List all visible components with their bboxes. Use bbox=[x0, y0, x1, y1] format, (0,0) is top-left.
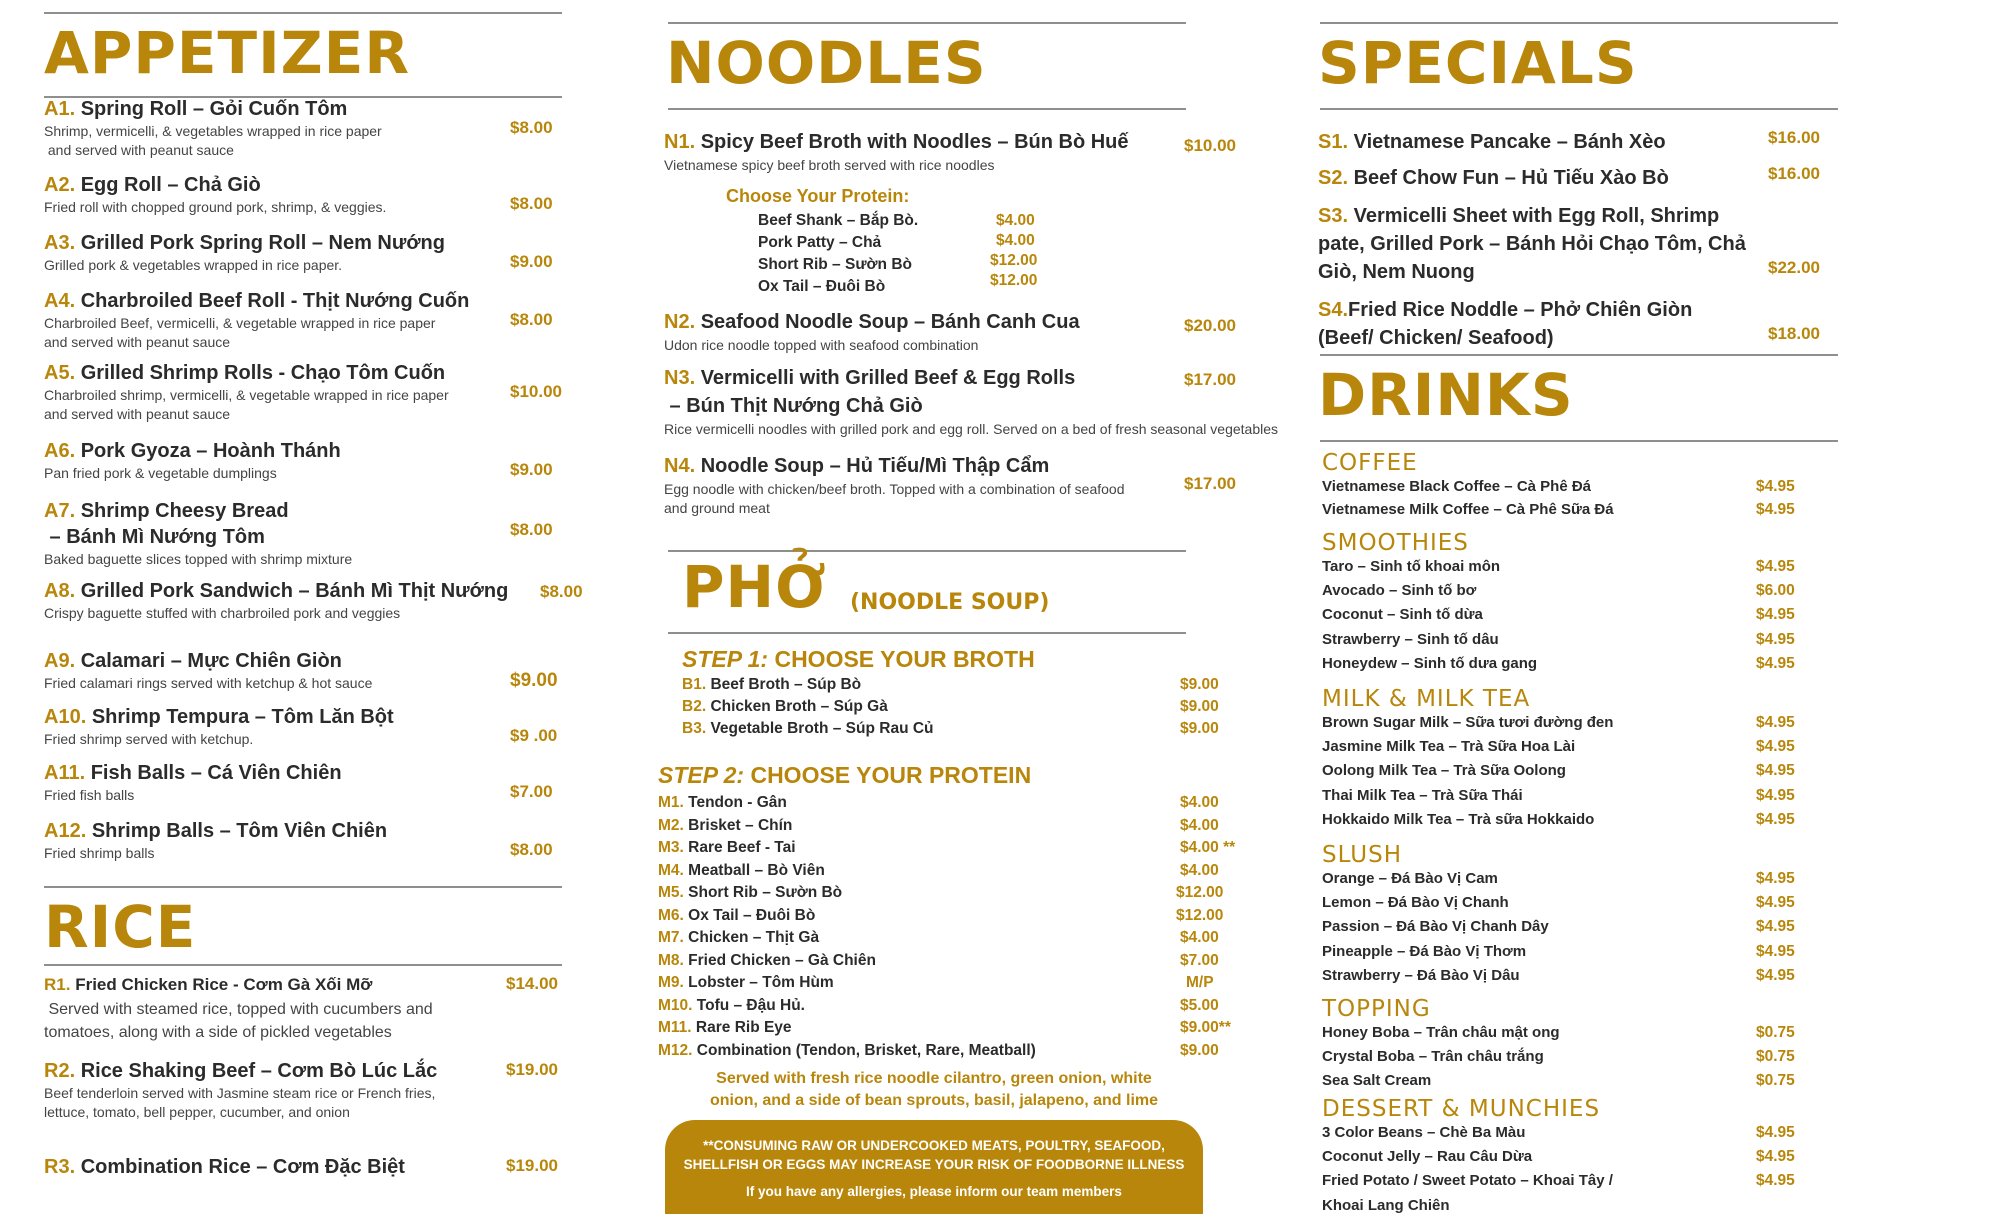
item-title bbox=[44, 760, 564, 786]
drink-group-heading: SLUSH bbox=[1322, 842, 1402, 868]
drink-item: Avocado – Sinh tố bơ bbox=[1322, 582, 1477, 600]
drink-price: $4.95 bbox=[1756, 762, 1795, 780]
item-name: Fried Chicken Rice - Cơm Gà Xối Mỡ bbox=[75, 975, 373, 994]
drink-price: $4.95 bbox=[1756, 870, 1795, 887]
appetizer-item bbox=[44, 360, 564, 424]
pho-protein-code: M1. bbox=[658, 794, 684, 811]
pho-protein-code: M8. bbox=[658, 951, 684, 969]
special-line bbox=[1318, 230, 1778, 258]
appetizer-item bbox=[44, 578, 564, 623]
drink-item: Orange – Đá Bào Vị Cam bbox=[1322, 870, 1498, 887]
item-title bbox=[44, 972, 564, 998]
drink-item: Pineapple – Đá Bào Vị Thơm bbox=[1322, 942, 1527, 960]
drink-item: Honeydew – Sinh tố dưa gang bbox=[1322, 654, 1538, 672]
drink-price: $4.95 bbox=[1756, 942, 1795, 960]
item-name: Spicy Beef Broth with Noodles – Bún Bò Huế bbox=[700, 131, 1129, 153]
item-code: A3. bbox=[44, 232, 76, 254]
item-desc: Charbroiled Beef, vermicelli, & vegetable wrapped in rice paper bbox=[44, 315, 436, 331]
appetizer-title: APPETIZER bbox=[44, 19, 411, 87]
item-name: Fried Rice Noddle – Phở Chiên Giòn bbox=[1348, 299, 1693, 321]
drink-price: $4.95 bbox=[1756, 630, 1795, 648]
item-desc: and served with peanut sauce bbox=[44, 142, 234, 158]
item-name: Calamari – Mực Chiên Giòn bbox=[80, 650, 342, 672]
drink-price: $4.95 bbox=[1756, 606, 1795, 624]
item-price: $8.00 bbox=[510, 194, 553, 213]
item-title bbox=[44, 648, 564, 674]
item-price: $8.00 bbox=[540, 582, 583, 601]
item-title bbox=[44, 704, 564, 730]
drink-item: Vietnamese Black Coffee – Cà Phê Đá bbox=[1322, 478, 1592, 495]
pho-protein-name: Short Rib – Sườn Bò bbox=[688, 884, 843, 901]
item-code: N2. bbox=[664, 311, 696, 333]
drink-price: $4.95 bbox=[1756, 1172, 1795, 1190]
pho-protein-price: $4.00 bbox=[1180, 929, 1219, 946]
pho-top-rule bbox=[668, 550, 1186, 552]
item-name: Grilled Pork Sandwich – Bánh Mì Thịt Nướng bbox=[80, 580, 509, 602]
specials-bottom-rule bbox=[1320, 108, 1838, 110]
item-title bbox=[44, 288, 564, 314]
specials-title: SPECIALS bbox=[1318, 29, 1638, 97]
item-name: Charbroiled Beef Roll - Thịt Nướng Cuốn bbox=[80, 290, 470, 312]
food-safety-notice bbox=[665, 1120, 1203, 1214]
item-code: A1. bbox=[44, 98, 76, 120]
drink-price: $4.95 bbox=[1756, 918, 1795, 936]
rice-top-rule bbox=[44, 886, 562, 888]
pho-protein-name: Rare Rib Eye bbox=[695, 1019, 792, 1036]
item-title bbox=[44, 96, 564, 122]
pho-protein-price: $7.00 bbox=[1180, 951, 1219, 969]
pho-protein-price: $12.00 bbox=[1176, 884, 1224, 901]
pho-subtitle: (NOODLE SOUP) bbox=[850, 590, 1050, 615]
item-code: A9. bbox=[44, 650, 76, 672]
special-item bbox=[1318, 128, 1778, 156]
pho-protein-name: Brisket – Chín bbox=[688, 816, 793, 834]
item-name-cont: – Bún Thịt Nướng Chả Giò bbox=[664, 395, 923, 417]
step2-label: STEP 2: bbox=[658, 762, 745, 788]
drinks-top-rule bbox=[1320, 354, 1838, 356]
drink-group-heading: TOPPING bbox=[1322, 996, 1431, 1022]
item-name: Noodle Soup – Hủ Tiếu/Mì Thập Cẩm bbox=[700, 455, 1050, 477]
item-desc: Shrimp, vermicelli, & vegetables wrapped in rice paper bbox=[44, 123, 382, 139]
item-code: A7. bbox=[44, 500, 76, 522]
drink-item: Honey Boba – Trân châu mật ong bbox=[1322, 1024, 1560, 1041]
pho-protein-option bbox=[658, 839, 796, 857]
item-desc: Crispy baguette stuffed with charbroiled pork and veggies bbox=[44, 605, 401, 621]
special-line bbox=[1318, 258, 1778, 286]
drink-group-heading: SMOOTHIES bbox=[1322, 530, 1469, 556]
special-item bbox=[1318, 164, 1778, 192]
served-with-note: Served with fresh rice noodle cilantro, green onion, white bbox=[716, 1070, 1152, 1087]
drink-item: Jasmine Milk Tea – Trà Sữa Hoa Lài bbox=[1322, 738, 1576, 756]
pho-protein-code: M9. bbox=[658, 974, 684, 991]
item-title bbox=[44, 230, 564, 256]
pho-title: PHỞ bbox=[682, 553, 827, 621]
item-price: $17.00 bbox=[1184, 370, 1236, 389]
drink-item: Hokkaido Milk Tea – Trà sữa Hokkaido bbox=[1322, 810, 1595, 828]
item-name: pate, Grilled Pork – Bánh Hỏi Chạo Tôm, Chả bbox=[1318, 233, 1746, 255]
item-price: $10.00 bbox=[510, 382, 562, 401]
pho-protein-name: Combination (Tendon, Brisket, Rare, Meatball) bbox=[696, 1041, 1036, 1059]
broth-name: Chicken Broth – Súp Gà bbox=[710, 698, 888, 715]
pho-protein-price: $5.00 bbox=[1180, 996, 1219, 1014]
item-code: R2. bbox=[44, 1060, 76, 1082]
pho-protein-code: M6. bbox=[658, 906, 684, 924]
broth-code: B3. bbox=[682, 720, 707, 737]
item-price: $19.00 bbox=[506, 1156, 558, 1175]
item-price: $8.00 bbox=[510, 118, 553, 137]
pho-protein-option bbox=[658, 952, 876, 970]
item-code: R3. bbox=[44, 1156, 76, 1178]
item-price: $16.00 bbox=[1768, 128, 1820, 147]
drink-price: $4.95 bbox=[1756, 1124, 1795, 1141]
drink-item: Oolong Milk Tea – Trà Sữa Oolong bbox=[1322, 762, 1566, 780]
item-name: Spring Roll – Gỏi Cuốn Tôm bbox=[80, 98, 348, 120]
item-desc: Beef tenderloin served with Jasmine steam rice or French fries, bbox=[44, 1085, 436, 1101]
item-desc: Fried shrimp served with ketchup. bbox=[44, 731, 254, 747]
broth-code: B1. bbox=[682, 676, 707, 693]
protein-price: $4.00 bbox=[996, 232, 1035, 249]
pho-protein-name: Ox Tail – Đuôi Bò bbox=[688, 906, 816, 924]
item-desc: Grilled pork & vegetables wrapped in rice paper. bbox=[44, 257, 343, 273]
pho-protein-option bbox=[658, 929, 819, 947]
item-code: N3. bbox=[664, 367, 696, 389]
item-desc: lettuce, tomato, bell pepper, cucumber, and onion bbox=[44, 1104, 350, 1120]
protein-option: Short Rib – Sườn Bò bbox=[758, 256, 912, 273]
pho-protein-code: M11. bbox=[658, 1019, 692, 1036]
drink-item: Thai Milk Tea – Trà Sữa Thái bbox=[1322, 786, 1523, 804]
appetizer-item bbox=[44, 288, 564, 352]
drinks-title: DRINKS bbox=[1318, 361, 1574, 429]
item-name: Beef Chow Fun – Hủ Tiếu Xào Bò bbox=[1353, 167, 1669, 189]
item-name: Grilled Pork Spring Roll – Nem Nướng bbox=[80, 232, 445, 254]
item-name: Vietnamese Pancake – Bánh Xèo bbox=[1353, 131, 1666, 153]
pho-protein-price: $4.00 bbox=[1180, 861, 1219, 879]
special-line bbox=[1318, 164, 1778, 192]
item-name: Seafood Noodle Soup – Bánh Canh Cua bbox=[700, 311, 1080, 333]
item-desc: Charbroiled shrimp, vermicelli, & vegetable wrapped in rice paper bbox=[44, 387, 449, 403]
item-price: $9.00 bbox=[510, 460, 553, 479]
item-code: A4. bbox=[44, 290, 76, 312]
appetizer-item bbox=[44, 172, 564, 217]
drink-price: $4.95 bbox=[1756, 966, 1795, 984]
drink-item: Coconut – Sinh tố dừa bbox=[1322, 606, 1483, 624]
item-price: $19.00 bbox=[506, 1060, 558, 1079]
item-title bbox=[44, 360, 564, 386]
special-item bbox=[1318, 202, 1778, 286]
pho-protein-name: Chicken – Thịt Gà bbox=[688, 929, 820, 946]
item-price: $16.00 bbox=[1768, 164, 1820, 183]
drink-item: Taro – Sinh tố khoai môn bbox=[1322, 558, 1501, 575]
appetizer-item bbox=[44, 760, 564, 805]
item-price: $8.00 bbox=[510, 520, 553, 539]
drink-item: Fried Potato / Sweet Potato – Khoai Tây / bbox=[1322, 1172, 1613, 1190]
item-desc: Vietnamese spicy beef broth served with rice noodles bbox=[664, 157, 995, 173]
item-code: A5. bbox=[44, 362, 76, 384]
item-code: N1. bbox=[664, 131, 696, 153]
pho-protein-option bbox=[658, 907, 815, 925]
rice-bottom-rule bbox=[44, 964, 562, 966]
item-price: $9.00 bbox=[510, 252, 553, 271]
pho-bottom-rule bbox=[668, 632, 1186, 634]
pho-protein-price: $4.00 bbox=[1180, 816, 1219, 834]
broth-code: B2. bbox=[682, 698, 707, 715]
item-price: $10.00 bbox=[1184, 136, 1236, 155]
protein-price: $12.00 bbox=[990, 272, 1038, 289]
broth-option bbox=[682, 698, 888, 716]
step1-heading bbox=[682, 646, 1035, 673]
item-name: Shrimp Balls – Tôm Viên Chiên bbox=[91, 820, 388, 842]
item-price: $18.00 bbox=[1768, 324, 1820, 343]
item-name: Vermicelli with Grilled Beef & Egg Rolls bbox=[700, 367, 1076, 389]
item-name: Giò, Nem Nuong bbox=[1318, 261, 1475, 283]
pho-protein-name: Tofu – Đậu Hủ. bbox=[696, 996, 805, 1014]
appetizer-item bbox=[44, 704, 564, 749]
item-name: Vermicelli Sheet with Egg Roll, Shrimp bbox=[1353, 205, 1720, 227]
protein-price: $4.00 bbox=[996, 212, 1035, 229]
drink-price: $0.75 bbox=[1756, 1024, 1795, 1041]
item-name: Fish Balls – Cá Viên Chiên bbox=[90, 762, 342, 784]
drink-price: $4.95 bbox=[1756, 714, 1795, 731]
item-desc: and ground meat bbox=[664, 500, 770, 516]
item-code: N4. bbox=[664, 455, 696, 477]
pho-protein-name: Tendon - Gân bbox=[688, 794, 787, 811]
pho-protein-option bbox=[658, 794, 787, 812]
pho-protein-code: M5. bbox=[658, 884, 684, 901]
item-desc: Fried fish balls bbox=[44, 787, 135, 803]
pho-protein-price: $12.00 bbox=[1176, 906, 1224, 924]
drink-price: $4.95 bbox=[1756, 500, 1795, 518]
broth-name: Vegetable Broth – Súp Rau Củ bbox=[710, 720, 934, 737]
appetizer-item bbox=[44, 96, 564, 160]
item-name-cont: – Bánh Mì Nướng Tôm bbox=[44, 526, 265, 548]
step1-label: STEP 1: bbox=[682, 646, 769, 672]
protein-price: $12.00 bbox=[990, 252, 1038, 269]
specials-top-rule bbox=[1320, 22, 1838, 24]
pho-protein-option bbox=[658, 862, 825, 880]
item-code: R1. bbox=[44, 975, 71, 994]
notice-line-1: **CONSUMING RAW OR UNDERCOOKED MEATS, POULTRY, SEAFOOD, bbox=[703, 1138, 1165, 1153]
step2-heading bbox=[658, 762, 1031, 789]
item-desc: Served with steamed rice, topped with cucumbers and bbox=[44, 1001, 433, 1018]
pho-protein-price: M/P bbox=[1186, 974, 1214, 991]
noodles-title: NOODLES bbox=[666, 29, 987, 97]
item-price: $22.00 bbox=[1768, 258, 1820, 277]
item-price: $9.00 bbox=[510, 670, 558, 691]
protein-option: Pork Patty – Chả bbox=[758, 234, 882, 251]
drink-price: $6.00 bbox=[1756, 582, 1795, 600]
appetizer-item bbox=[44, 498, 564, 569]
item-price: $9 .00 bbox=[510, 726, 558, 745]
drink-item: Khoai Lang Chiên bbox=[1322, 1196, 1450, 1214]
item-title bbox=[44, 438, 564, 464]
drink-item: Passion – Đá Bào Vị Chanh Dây bbox=[1322, 918, 1549, 936]
item-name: Combination Rice – Cơm Đặc Biệt bbox=[80, 1156, 405, 1178]
item-code: A12. bbox=[44, 820, 87, 842]
drink-group-heading: MILK & MILK TEA bbox=[1322, 686, 1531, 712]
item-title bbox=[44, 498, 564, 524]
item-desc: Fried roll with chopped ground pork, shrimp, & veggies. bbox=[44, 199, 387, 215]
drink-item: Vietnamese Milk Coffee – Cà Phê Sữa Đá bbox=[1322, 500, 1614, 518]
rice-item bbox=[44, 972, 564, 1044]
item-desc: Fried shrimp balls bbox=[44, 845, 155, 861]
pho-protein-name: Meatball – Bò Viên bbox=[688, 861, 825, 879]
item-desc: Udon rice noodle topped with seafood combination bbox=[664, 337, 979, 353]
broth-price: $9.00 bbox=[1180, 698, 1219, 715]
pho-protein-option bbox=[658, 817, 792, 835]
drink-item: Crystal Boba – Trân châu trắng bbox=[1322, 1048, 1544, 1066]
special-line bbox=[1318, 128, 1778, 156]
appetizer-item bbox=[44, 818, 564, 863]
rice-item bbox=[44, 1154, 564, 1180]
served-with-note: onion, and a side of bean sprouts, basil, jalapeno, and lime bbox=[709, 1092, 1159, 1109]
appetizer-item bbox=[44, 230, 564, 275]
pho-protein-code: M2. bbox=[658, 816, 684, 834]
broth-price: $9.00 bbox=[1180, 676, 1219, 693]
noodles-top-rule bbox=[668, 22, 1186, 24]
broth-name: Beef Broth – Súp Bò bbox=[710, 676, 862, 693]
item-name: Pork Gyoza – Hoành Thánh bbox=[80, 440, 341, 462]
drink-item: 3 Color Beans – Chè Ba Màu bbox=[1322, 1124, 1526, 1141]
item-desc: Baked baguette slices topped with shrimp mixture bbox=[44, 551, 353, 567]
drink-item: Strawberry – Đá Bào Vị Dâu bbox=[1322, 966, 1520, 984]
appetizer-item bbox=[44, 438, 564, 483]
item-name: Rice Shaking Beef – Cơm Bò Lúc Lắc bbox=[80, 1060, 438, 1082]
item-price: $8.00 bbox=[510, 310, 553, 329]
appetizer-item bbox=[44, 648, 564, 693]
pho-protein-price: $9.00** bbox=[1180, 1019, 1231, 1036]
item-title bbox=[44, 578, 564, 604]
drinks-bottom-rule bbox=[1320, 440, 1838, 442]
item-price: $7.00 bbox=[510, 782, 553, 801]
item-title bbox=[44, 1154, 564, 1180]
allergy-note: If you have any allergies, please inform our team members bbox=[746, 1184, 1122, 1199]
protein-option: Ox Tail – Đuôi Bò bbox=[758, 278, 886, 295]
rice-title: RICE bbox=[44, 893, 197, 961]
drink-price: $4.95 bbox=[1756, 786, 1795, 804]
drink-price: $4.95 bbox=[1756, 810, 1795, 828]
item-name: Shrimp Tempura – Tôm Lăn Bột bbox=[91, 706, 394, 728]
item-desc: and served with peanut sauce bbox=[44, 334, 231, 350]
protein-heading: Choose Your Protein: bbox=[726, 186, 910, 206]
item-desc: Fried calamari rings served with ketchup & hot sauce bbox=[44, 675, 373, 691]
broth-option bbox=[682, 720, 934, 738]
drink-price: $4.95 bbox=[1756, 654, 1795, 672]
protein-option: Beef Shank – Bắp Bò. bbox=[758, 212, 919, 229]
pho-protein-option bbox=[658, 1019, 792, 1037]
drink-price: $4.95 bbox=[1756, 558, 1795, 575]
pho-protein-option bbox=[658, 974, 834, 992]
notice-line-2: SHELLFISH OR EGGS MAY INCREASE YOUR RISK OF FOODBORNE ILLNESS bbox=[683, 1157, 1185, 1172]
pho-protein-option bbox=[658, 884, 842, 902]
step1-text: CHOOSE YOUR BROTH bbox=[774, 646, 1035, 672]
pho-protein-price: $4.00 bbox=[1180, 794, 1219, 811]
item-code: S4. bbox=[1318, 299, 1349, 321]
pho-protein-name: Fried Chicken – Gà Chiên bbox=[688, 951, 876, 969]
item-code: A10. bbox=[44, 706, 87, 728]
item-title bbox=[44, 818, 564, 844]
drink-group-heading: DESSERT & MUNCHIES bbox=[1322, 1096, 1601, 1122]
drink-item: Coconut Jelly – Rau Câu Dừa bbox=[1322, 1148, 1533, 1166]
item-name: (Beef/ Chicken/ Seafood) bbox=[1318, 327, 1554, 349]
item-price: $8.00 bbox=[510, 840, 553, 859]
item-name: Egg Roll – Chả Giò bbox=[80, 174, 261, 196]
drink-item: Brown Sugar Milk – Sữa tươi đường đen bbox=[1322, 714, 1614, 731]
rice-item bbox=[44, 1058, 564, 1122]
appetizer-top-rule bbox=[44, 12, 562, 14]
special-item bbox=[1318, 296, 1778, 352]
drink-price: $4.95 bbox=[1756, 478, 1795, 495]
pho-protein-option bbox=[658, 1042, 1036, 1060]
item-code: A11. bbox=[44, 762, 86, 784]
item-title bbox=[44, 1058, 564, 1084]
pho-protein-code: M12. bbox=[658, 1041, 693, 1059]
drink-item: Sea Salt Cream bbox=[1322, 1072, 1432, 1090]
item-code: A6. bbox=[44, 440, 76, 462]
drink-price: $4.95 bbox=[1756, 1148, 1795, 1166]
broth-price: $9.00 bbox=[1180, 720, 1219, 737]
item-code: A8. bbox=[44, 580, 76, 602]
item-code: S2. bbox=[1318, 167, 1349, 189]
step2-text: CHOOSE YOUR PROTEIN bbox=[750, 762, 1032, 788]
pho-protein-option bbox=[658, 997, 805, 1015]
item-name: Shrimp Cheesy Bread bbox=[80, 500, 289, 522]
broth-option bbox=[682, 676, 861, 694]
special-line bbox=[1318, 296, 1778, 324]
item-desc: Pan fried pork & vegetable dumplings bbox=[44, 465, 277, 481]
item-code: A2. bbox=[44, 174, 76, 196]
drink-price: $0.75 bbox=[1756, 1048, 1795, 1066]
item-desc: tomatoes, along with a side of pickled vegetables bbox=[44, 1024, 392, 1041]
item-desc: Rice vermicelli noodles with grilled pork and egg roll. Served on a bed of fresh seasonal vegetables bbox=[664, 421, 1279, 437]
drink-price: $4.95 bbox=[1756, 894, 1795, 912]
item-code: S3. bbox=[1318, 205, 1349, 227]
item-desc: Egg noodle with chicken/beef broth. Topped with a combination of seafood bbox=[664, 481, 1125, 497]
item-title bbox=[44, 172, 564, 198]
pho-protein-name: Lobster – Tôm Hùm bbox=[688, 974, 834, 991]
item-desc: and served with peanut sauce bbox=[44, 406, 231, 422]
drink-item: Lemon – Đá Bào Vị Chanh bbox=[1322, 894, 1509, 912]
item-price: $20.00 bbox=[1184, 316, 1236, 335]
item-price: $17.00 bbox=[1184, 474, 1236, 493]
pho-protein-code: M7. bbox=[658, 929, 684, 946]
item-price: $14.00 bbox=[506, 974, 558, 993]
item-code: S1. bbox=[1318, 131, 1349, 153]
pho-protein-code: M3. bbox=[658, 839, 684, 856]
drink-group-heading: COFFEE bbox=[1322, 450, 1418, 476]
pho-protein-price: $4.00 ** bbox=[1180, 839, 1236, 856]
drink-item: Strawberry – Sinh tố dâu bbox=[1322, 630, 1499, 648]
noodles-bottom-rule bbox=[668, 108, 1186, 110]
pho-protein-code: M10. bbox=[658, 996, 693, 1014]
drink-price: $4.95 bbox=[1756, 738, 1795, 756]
special-line bbox=[1318, 324, 1778, 352]
special-line bbox=[1318, 202, 1778, 230]
item-name: Grilled Shrimp Rolls - Chạo Tôm Cuốn bbox=[80, 362, 446, 384]
pho-protein-name: Rare Beef - Tai bbox=[688, 839, 796, 856]
pho-protein-code: M4. bbox=[658, 861, 684, 879]
pho-protein-price: $9.00 bbox=[1180, 1041, 1219, 1059]
drink-price: $0.75 bbox=[1756, 1072, 1795, 1090]
